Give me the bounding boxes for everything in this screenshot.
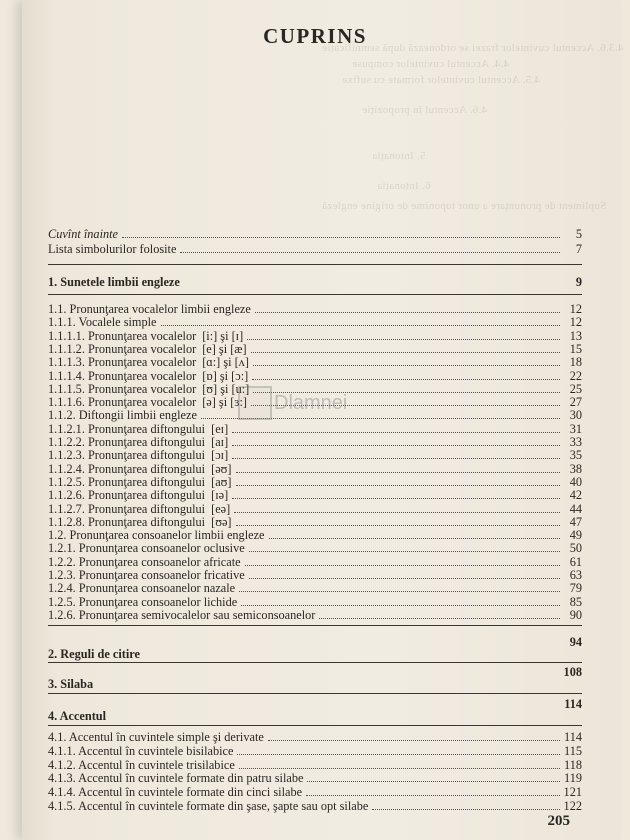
toc-label: 1.1.2.5. Pronunţarea diftongului — [48, 474, 206, 489]
toc-label: 1.1.2.3. Pronunţarea diftongului — [48, 448, 206, 463]
toc-page: 47 — [569, 514, 582, 529]
toc-row[interactable] — [48, 303, 582, 316]
toc-page: 118 — [564, 757, 582, 772]
toc-label: 1.1.1.5. Pronunţarea vocalelor — [48, 381, 197, 396]
toc-label: 1.2.4. Pronunţarea consoanelor nazale — [48, 581, 236, 596]
toc-row[interactable] — [48, 370, 582, 383]
toc-label: 1.1.1. Vocalele simple — [48, 315, 157, 330]
toc-label: 1.1.2.4. Pronunţarea diftongului — [48, 461, 206, 476]
dot-leader — [239, 591, 560, 592]
toc-label: 3. Silaba — [48, 677, 94, 691]
toc-label: 2. Reguli de citire — [48, 647, 140, 661]
toc-page: 85 — [569, 594, 582, 609]
toc-row-foreword[interactable] — [48, 228, 582, 241]
toc-label: 1.1.1.3. Pronunţarea vocalelor — [48, 355, 197, 370]
toc-page: 50 — [569, 541, 582, 556]
toc-label: 1.1. Pronunţarea vocalelor limbii engleze — [48, 302, 251, 316]
dot-leader — [241, 605, 560, 606]
toc-label: 1.2. Pronunţarea consoanelor limbii engleze — [48, 528, 265, 543]
toc-label: 1.1.2.2. Pronunţarea diftongului — [48, 435, 206, 449]
toc-row[interactable] — [48, 436, 582, 449]
toc-page: 121 — [563, 785, 582, 800]
toc-label: 1. Sunetele limbii engleze — [48, 275, 180, 289]
dot-leader — [201, 418, 560, 419]
toc-label: 1.1.2.6. Pronunţarea diftongului — [48, 488, 206, 503]
dot-leader — [232, 445, 560, 446]
toc-page: 115 — [564, 743, 582, 758]
dot-leader — [232, 432, 560, 433]
divider — [48, 725, 582, 726]
toc-page: 13 — [569, 328, 582, 343]
toc-page: 114 — [564, 730, 582, 744]
dot-leader — [249, 551, 560, 552]
divider — [48, 693, 582, 694]
dot-leader — [268, 740, 560, 741]
dot-leader — [247, 339, 560, 340]
toc-label: 1.1.2. Diftongii limbii engleze — [48, 408, 197, 423]
toc-row[interactable] — [48, 423, 582, 436]
toc-row[interactable] — [48, 356, 582, 369]
toc-row-chapter-3[interactable] — [48, 665, 582, 691]
divider — [48, 294, 582, 295]
toc-label: 1.1.2.8. Pronunţarea diftongului — [48, 514, 206, 529]
toc-row[interactable] — [48, 476, 582, 489]
toc-page: 90 — [569, 607, 582, 622]
toc-page: 40 — [569, 474, 582, 489]
phonetic-symbols: [əʊ] — [211, 461, 232, 476]
book-page: 4.3.6. Accentul cuvintelor frazei se ordonează după semnificație 4.4. Accentul cuvintelor compuse 4.5. Accentul cuvintelor formate cu sufixe 4.6. Accentul în propoziție 5. Intonația 6. Intonația Supliment de pronunțare a unor toponime de origine engleză — [22, 0, 620, 840]
toc-label: 4. Accentul — [48, 709, 107, 723]
toc-label: 1.2.1. Pronunţarea consoanelor oclusive — [48, 541, 245, 556]
toc-page: 38 — [569, 461, 582, 476]
toc-label: 1.1.2.1. Pronunţarea diftongului — [48, 421, 206, 436]
toc-row[interactable] — [48, 449, 582, 462]
toc-page: 63 — [569, 568, 582, 582]
dot-leader — [180, 252, 560, 253]
toc-label: 1.1.2.7. Pronunţarea diftongului — [48, 501, 206, 516]
toc-page: 12 — [569, 302, 582, 316]
phonetic-symbols: [ə] şi [ɜ:] — [202, 395, 247, 410]
toc-label: 4.1.1. Accentul în cuvintele bisilabice — [48, 743, 234, 758]
dot-leader — [234, 512, 560, 513]
toc-row[interactable] — [48, 542, 582, 555]
toc-label: 1.1.1.2. Pronunţarea vocalelor — [48, 341, 197, 356]
divider — [48, 625, 582, 626]
toc-page: 42 — [569, 488, 582, 503]
dot-leader — [251, 405, 560, 406]
toc-row-chapter-1[interactable] — [48, 276, 582, 289]
dot-leader — [249, 578, 560, 579]
toc-page: 30 — [569, 408, 582, 423]
page-title: CUPRINS — [263, 24, 367, 48]
dot-leader — [372, 809, 559, 810]
toc-page: 79 — [569, 581, 582, 596]
phonetic-symbols: [ɑ:] şi [ʌ] — [202, 355, 249, 370]
phonetic-symbols: [eɪ] — [211, 421, 229, 436]
toc-row[interactable] — [48, 800, 582, 813]
toc-label: 4.1.2. Accentul în cuvintele trisilabice — [48, 757, 235, 772]
dot-leader — [306, 795, 559, 796]
dot-leader — [252, 379, 560, 380]
toc-label: 4.1. Accentul în cuvintele simple şi derivate — [48, 730, 264, 744]
dot-leader — [232, 498, 560, 499]
toc-row-symbols[interactable] — [48, 243, 582, 256]
dot-leader — [307, 781, 560, 782]
dot-leader — [239, 768, 560, 769]
toc-label: 1.1.1.4. Pronunţarea vocalelor — [48, 368, 197, 383]
toc-label: 4.1.5. Accentul în cuvintele formate din şase, şapte sau opt silabe — [48, 799, 369, 813]
toc-row[interactable] — [48, 745, 582, 758]
toc-label: 1.2.2. Pronunţarea consoanelor africate — [48, 554, 241, 569]
dot-leader — [122, 237, 560, 238]
page-number: 205 — [547, 813, 570, 829]
phonetic-symbols: [i:] şi [ɪ] — [202, 328, 244, 343]
toc-row[interactable] — [48, 786, 582, 799]
toc-label: Lista simbolurilor folosite — [48, 242, 177, 256]
toc-page: 18 — [569, 355, 582, 370]
toc-page: 9 — [575, 275, 582, 289]
phonetic-symbols: [aʊ] — [211, 474, 232, 489]
toc-label: 1.2.5. Pronunţarea consoanelor lichide — [48, 594, 238, 609]
toc-row[interactable] — [48, 383, 582, 396]
toc-label: 4.1.4. Accentul în cuvintele formate din cinci silabe — [48, 785, 303, 800]
dot-leader — [251, 352, 560, 353]
toc-row[interactable] — [48, 772, 582, 785]
phonetic-symbols: [e] şi [æ] — [202, 341, 247, 356]
phonetic-symbols: [eə] — [211, 501, 231, 516]
toc-label: 1.2.3. Pronunţarea consoanelor fricative — [48, 568, 245, 582]
toc-page: 25 — [569, 381, 582, 396]
toc-row[interactable] — [48, 396, 582, 409]
toc-page: 5 — [575, 227, 582, 241]
phonetic-symbols: [ʊə] — [211, 514, 232, 529]
watermark-text: Dlamnei — [274, 392, 348, 414]
divider — [48, 264, 582, 265]
toc-row[interactable] — [48, 609, 582, 622]
dot-leader — [245, 565, 560, 566]
dot-leader — [237, 754, 560, 755]
toc-page: 119 — [564, 771, 582, 786]
toc-row-chapter-4[interactable] — [48, 697, 582, 723]
toc-label: Cuvînt înainte — [48, 227, 119, 241]
toc-page: 35 — [569, 448, 582, 463]
toc-row[interactable] — [48, 596, 582, 609]
toc-page: 61 — [569, 554, 582, 569]
toc-row[interactable] — [48, 489, 582, 502]
toc-row[interactable] — [48, 409, 582, 422]
dot-leader — [232, 458, 560, 459]
toc-label: 1.2.6. Pronunţarea semivocalelor sau semiconsoanelor — [48, 607, 316, 622]
toc-page: 108 — [563, 665, 582, 679]
dot-leader — [253, 365, 560, 366]
toc-row[interactable] — [48, 343, 582, 356]
toc-page: 44 — [569, 501, 582, 516]
toc-row[interactable] — [48, 569, 582, 582]
toc-row[interactable] — [48, 759, 582, 772]
phonetic-symbols: [ʊ] şi [u:] — [202, 381, 250, 396]
divider — [48, 662, 582, 663]
toc-row[interactable] — [48, 316, 582, 329]
phonetic-symbols: [ɪə] — [211, 488, 229, 503]
toc-page: 49 — [569, 528, 582, 543]
dot-leader — [269, 538, 561, 539]
toc-page: 12 — [569, 315, 582, 330]
toc-row[interactable] — [48, 582, 582, 595]
toc-page: 22 — [569, 368, 582, 383]
dot-leader — [319, 618, 560, 619]
toc-label: 4.1.3. Accentul în cuvintele formate din patru silabe — [48, 771, 304, 786]
toc-row[interactable] — [48, 330, 582, 343]
phonetic-symbols: [ɔɪ] — [211, 448, 229, 463]
toc-row[interactable] — [48, 516, 582, 529]
dot-leader — [236, 485, 560, 486]
toc-row[interactable] — [48, 503, 582, 516]
toc-label: 1.1.1.1. Pronunţarea vocalelor — [48, 328, 197, 343]
toc-page: 33 — [569, 435, 582, 449]
toc-row-chapter-2[interactable] — [48, 635, 582, 661]
toc-row[interactable] — [48, 556, 582, 569]
toc-row[interactable] — [48, 463, 582, 476]
toc-page: 31 — [569, 421, 582, 436]
toc-page: 94 — [569, 635, 582, 649]
phonetic-symbols: [aɪ] — [211, 435, 229, 449]
toc-row[interactable] — [48, 731, 582, 744]
dot-leader — [161, 325, 561, 326]
toc-page: 114 — [564, 697, 582, 711]
toc-page: 27 — [569, 395, 582, 410]
dot-leader — [255, 312, 560, 313]
toc-page: 122 — [563, 799, 582, 813]
dot-leader — [253, 392, 560, 393]
dot-leader — [236, 472, 560, 473]
dot-leader — [236, 525, 560, 526]
toc-page: 7 — [575, 242, 582, 256]
toc-row[interactable] — [48, 529, 582, 542]
toc-page: 15 — [569, 341, 582, 356]
toc-label: 1.1.1.6. Pronunţarea vocalelor — [48, 395, 197, 410]
phonetic-symbols: [ɒ] şi [ɔ:] — [202, 368, 249, 383]
